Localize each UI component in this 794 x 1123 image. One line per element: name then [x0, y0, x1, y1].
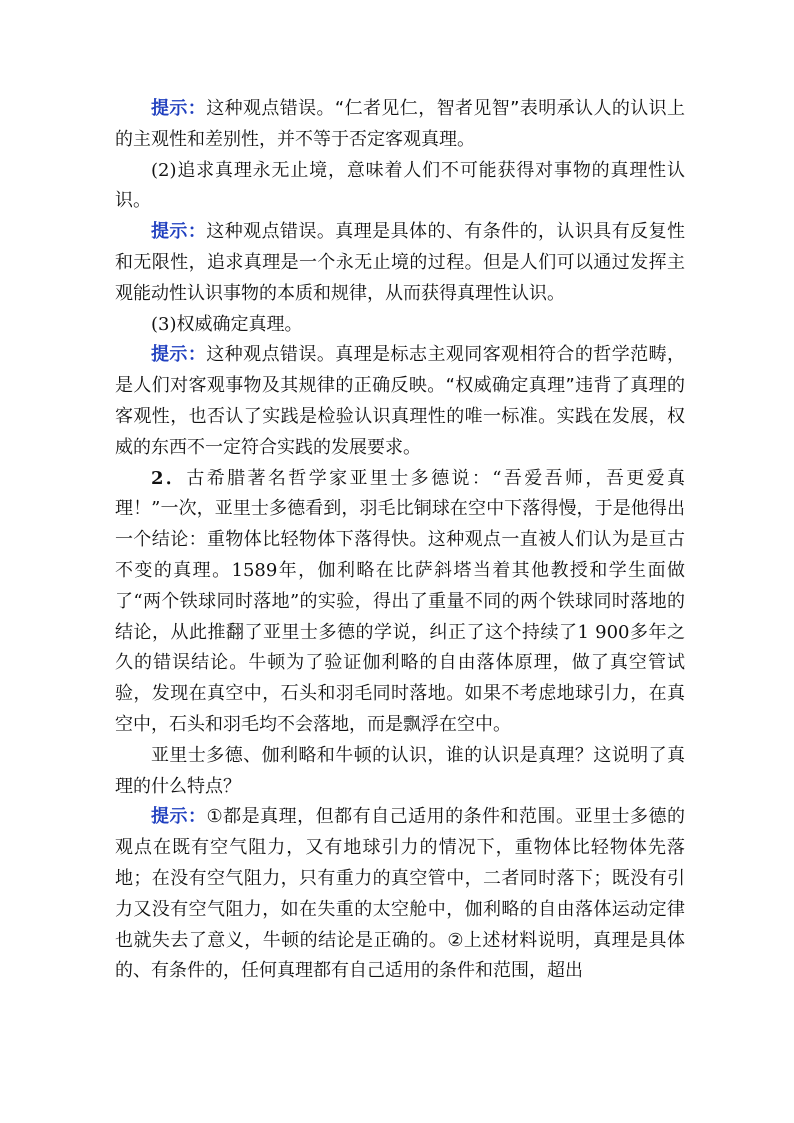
material-paragraph	[115, 464, 685, 741]
question-text: (2)追求真理永无止境，意味着人们不可能获得对事物的真理性认识。	[115, 159, 685, 212]
hint-text: 这种观点错误。“仁者见仁，智者见智”表明承认人的认识上的主观性和差别性，并不等于否定客观真理。	[115, 98, 686, 150]
hint-label: 提示：	[151, 221, 207, 243]
hint-paragraph-1	[115, 94, 685, 156]
document-body	[115, 94, 685, 987]
hint-text: 这种观点错误。真理是标志主观同客观相符合的哲学范畴，是人们对客观事物及其规律的正确反映。“权威确定真理”违背了真理的客观性，也否认了实践是检验认识真理性的唯一标准。实践在发展，权威的东西不一定符合实践的发展要求。	[115, 344, 686, 458]
question-text: 亚里士多德、伽利略和牛顿的认识，谁的认识是真理？这说明了真理的什么特点？	[115, 744, 685, 797]
material-text: 古希腊著名哲学家亚里士多德说：“吾爱吾师，吾更爱真理！”一次，亚里士多德看到，羽毛比铜球在空中下落得慢，于是他得出一个结论：重物体比轻物体下落得快。这种观点一直被人们认为是亘古不变的真理。1589年，伽利略在比萨斜塔当着其他教授和学生面做了“两个铁球同时落地”的实验，得出了重量不同的两个铁球同时落地的结论，从此推翻了亚里士多德的学说，纠正了这个持续了1 900多年之久的错误结论。牛顿为了验证伽利略的自由落体原理，做了真空管试验，发现在真空中，石头和羽毛同时落地。如果不考虑地球引力，在真空中，石头和羽毛均不会落地，而是飘浮在空中。	[115, 467, 686, 735]
question-paragraph-material	[115, 741, 685, 803]
question-text: (3)权威确定真理。	[151, 313, 303, 335]
question-paragraph-3	[115, 310, 685, 341]
hint-label: 提示：	[151, 344, 207, 366]
item-number: 2．	[151, 467, 187, 489]
hint-paragraph-2	[115, 217, 685, 309]
hint-paragraph-3	[115, 340, 685, 463]
hint-text: ①都是真理，但都有自己适用的条件和范围。亚里士多德的观点在既有空气阻力，又有地球引力的情况下，重物体比轻物体先落地；在没有空气阻力，只有重力的真空管中，二者同时落下；既没有引力又没有空气阻力，如在失重的太空舱中，伽利略的自由落体运动定律也就失去了意义，牛顿的结论是正确的。②上述材料说明，真理是具体的、有条件的，任何真理都有自己适用的条件和范围，超出	[115, 806, 686, 982]
question-paragraph-2	[115, 156, 685, 218]
hint-text: 这种观点错误。真理是具体的、有条件的，认识具有反复性和无限性，追求真理是一个永无止境的过程。但是人们可以通过发挥主观能动性认识事物的本质和规律，从而获得真理性认识。	[115, 221, 686, 304]
hint-label: 提示：	[151, 98, 207, 119]
hint-label: 提示：	[151, 806, 207, 828]
hint-paragraph-material	[115, 802, 685, 987]
